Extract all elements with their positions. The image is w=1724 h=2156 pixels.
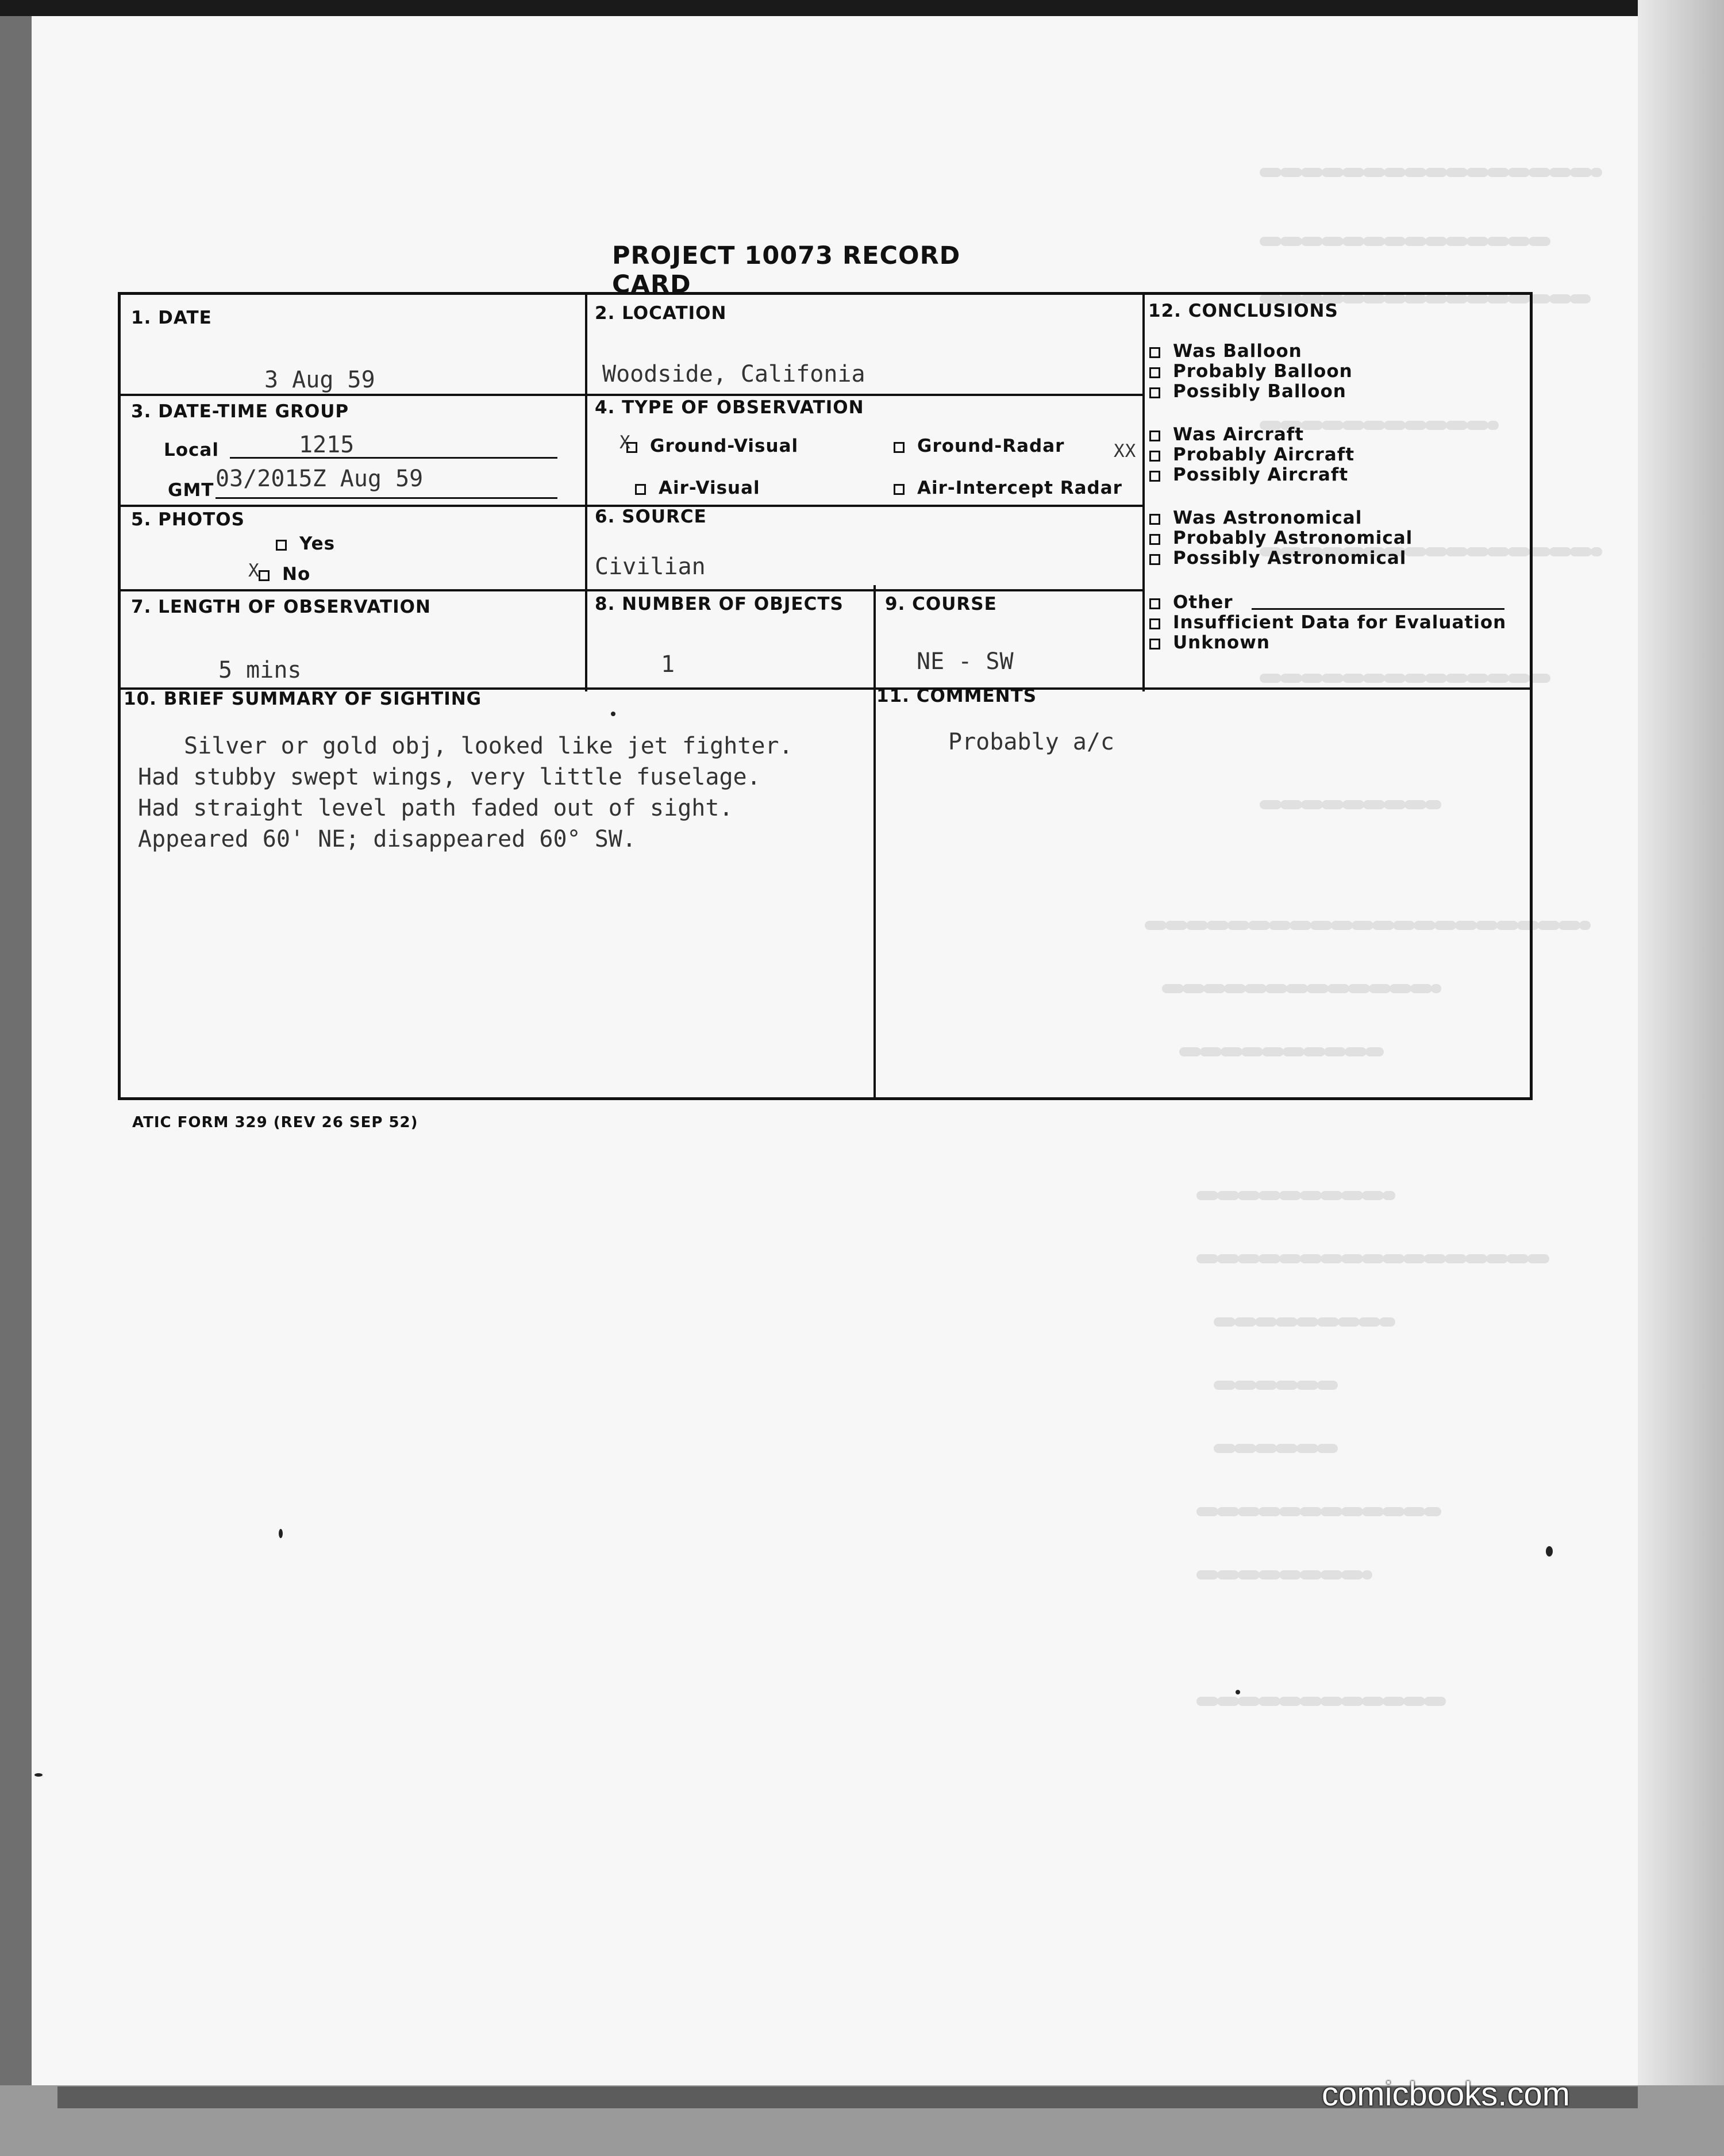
- possibly-balloon-label: Possibly Balloon: [1173, 381, 1346, 402]
- local-label: Local: [164, 440, 219, 460]
- probably-astronomical-label: Probably Astronomical: [1173, 528, 1413, 548]
- insufficient-data-label: Insufficient Data for Evaluation: [1173, 612, 1507, 633]
- conclusion-probably-astronomical[interactable]: [1149, 528, 1413, 548]
- ground-radar-option[interactable]: [894, 436, 1064, 456]
- conclusion-insufficient-data[interactable]: [1149, 612, 1506, 633]
- summary-line-4: Appeared 60' NE; disappeared 60° SW.: [138, 826, 636, 852]
- probably-aircraft-checkbox[interactable]: [1149, 451, 1160, 462]
- insufficient-data-checkbox[interactable]: [1149, 618, 1160, 629]
- other-label: Other: [1173, 592, 1233, 613]
- scan-speck: [1236, 1690, 1240, 1694]
- photos-no-label: No: [282, 564, 311, 585]
- ground-radar-label: Ground-Radar: [917, 436, 1065, 456]
- number-of-objects-value: 1: [661, 651, 675, 678]
- location-label: 2. LOCATION: [595, 303, 727, 324]
- probably-aircraft-label: Probably Aircraft: [1173, 444, 1355, 465]
- other-underline: [1252, 608, 1504, 610]
- card-title: PROJECT 10073 RECORD CARD: [612, 241, 961, 299]
- photos-yes-checkbox[interactable]: [276, 540, 287, 551]
- source-value: Civilian: [595, 554, 706, 580]
- other-checkbox[interactable]: [1149, 598, 1160, 609]
- photos-yes-label: Yes: [299, 533, 336, 554]
- photos-no-option[interactable]: [248, 560, 311, 585]
- location-value: Woodside, Califonia: [602, 361, 865, 387]
- type-of-observation-label: 4. TYPE OF OBSERVATION: [595, 397, 864, 418]
- air-intercept-radar-label: Air-Intercept Radar: [917, 478, 1122, 498]
- record-card: [118, 292, 1533, 1100]
- conclusion-possibly-astronomical[interactable]: [1149, 548, 1406, 568]
- ground-visual-mark: X: [619, 432, 631, 453]
- scan-speck: [34, 1773, 43, 1777]
- conclusion-possibly-aircraft[interactable]: [1149, 464, 1348, 485]
- was-balloon-label: Was Balloon: [1173, 341, 1302, 362]
- was-astronomical-label: Was Astronomical: [1173, 508, 1363, 528]
- divider-conclusions: [1142, 295, 1145, 691]
- divider-row3: [121, 589, 1144, 591]
- course-label: 9. COURSE: [885, 594, 997, 614]
- was-balloon-checkbox[interactable]: [1149, 347, 1160, 358]
- photos-label: 5. PHOTOS: [131, 509, 245, 530]
- air-intercept-radar-option[interactable]: [894, 478, 1122, 498]
- length-of-observation-value: 5 mins: [218, 657, 302, 683]
- conclusion-was-astronomical[interactable]: [1149, 508, 1362, 528]
- summary-line-1: Silver or gold obj, looked like jet fighter.: [184, 733, 793, 759]
- length-of-observation-label: 7. LENGTH OF OBSERVATION: [131, 597, 431, 617]
- air-intercept-radar-checkbox[interactable]: [894, 484, 905, 495]
- air-visual-checkbox[interactable]: [635, 484, 646, 495]
- watermark: comicbooks.com: [1322, 2076, 1570, 2113]
- conclusion-probably-balloon[interactable]: [1149, 361, 1353, 382]
- conclusion-was-balloon[interactable]: [1149, 341, 1302, 362]
- gmt-label: GMT: [168, 480, 214, 501]
- summary-label: 10. BRIEF SUMMARY OF SIGHTING: [124, 689, 482, 709]
- was-aircraft-label: Was Aircraft: [1173, 424, 1304, 445]
- probably-aircraft-mark: XX: [1114, 441, 1137, 462]
- possibly-aircraft-label: Possibly Aircraft: [1173, 464, 1349, 485]
- was-aircraft-checkbox[interactable]: [1149, 431, 1160, 441]
- possibly-balloon-checkbox[interactable]: [1149, 387, 1160, 398]
- conclusion-probably-aircraft[interactable]: [1114, 441, 1355, 465]
- date-time-group-label: 3. DATE-TIME GROUP: [131, 401, 349, 422]
- conclusion-other[interactable]: [1149, 592, 1233, 613]
- conclusions-label: 12. CONCLUSIONS: [1148, 301, 1338, 321]
- local-value: 1215: [299, 432, 355, 458]
- comments-value: Probably a/c: [948, 729, 1114, 755]
- ground-visual-label: Ground-Visual: [650, 436, 799, 456]
- unknown-label: Unknown: [1173, 632, 1270, 653]
- possibly-astronomical-checkbox[interactable]: [1149, 554, 1160, 565]
- number-of-objects-label: 8. NUMBER OF OBJECTS: [595, 594, 844, 614]
- air-visual-label: Air-Visual: [659, 478, 760, 498]
- divider-row1: [121, 394, 1144, 396]
- air-visual-option[interactable]: [635, 478, 760, 498]
- date-label: 1. DATE: [131, 308, 212, 328]
- probably-astronomical-checkbox[interactable]: [1149, 534, 1160, 545]
- conclusion-unknown[interactable]: [1149, 632, 1270, 653]
- was-astronomical-checkbox[interactable]: [1149, 514, 1160, 525]
- scan-speck: [279, 1529, 283, 1538]
- divider-col2: [873, 585, 876, 1100]
- date-value: 3 Aug 59: [264, 367, 375, 393]
- scan-speck: [1546, 1546, 1553, 1557]
- possibly-aircraft-checkbox[interactable]: [1149, 471, 1160, 482]
- divider-col1: [585, 295, 587, 691]
- unknown-checkbox[interactable]: [1149, 639, 1160, 650]
- conclusion-was-aircraft[interactable]: [1149, 424, 1304, 445]
- ground-visual-option[interactable]: [619, 432, 799, 456]
- gmt-value: 03/2015Z Aug 59: [216, 466, 424, 492]
- ground-radar-checkbox[interactable]: [894, 442, 905, 453]
- local-underline: [230, 457, 557, 459]
- probably-balloon-label: Probably Balloon: [1173, 361, 1353, 382]
- probably-balloon-checkbox[interactable]: [1149, 367, 1160, 378]
- photos-no-checkbox[interactable]: [259, 570, 270, 581]
- conclusion-possibly-balloon[interactable]: [1149, 381, 1346, 402]
- photos-no-mark: X: [248, 560, 260, 581]
- photos-yes-option[interactable]: [276, 533, 335, 554]
- summary-line-3: Had straight level path faded out of sight.: [138, 795, 733, 821]
- course-value: NE - SW: [917, 648, 1014, 675]
- possibly-astronomical-label: Possibly Astronomical: [1173, 548, 1407, 568]
- gmt-underline: [216, 497, 557, 499]
- summary-line-2: Had stubby swept wings, very little fuselage.: [138, 764, 761, 790]
- form-id: ATIC FORM 329 (REV 26 SEP 52): [132, 1114, 418, 1131]
- source-label: 6. SOURCE: [595, 506, 707, 527]
- comments-label: 11. COMMENTS: [876, 686, 1037, 706]
- scan-speck: [611, 712, 615, 716]
